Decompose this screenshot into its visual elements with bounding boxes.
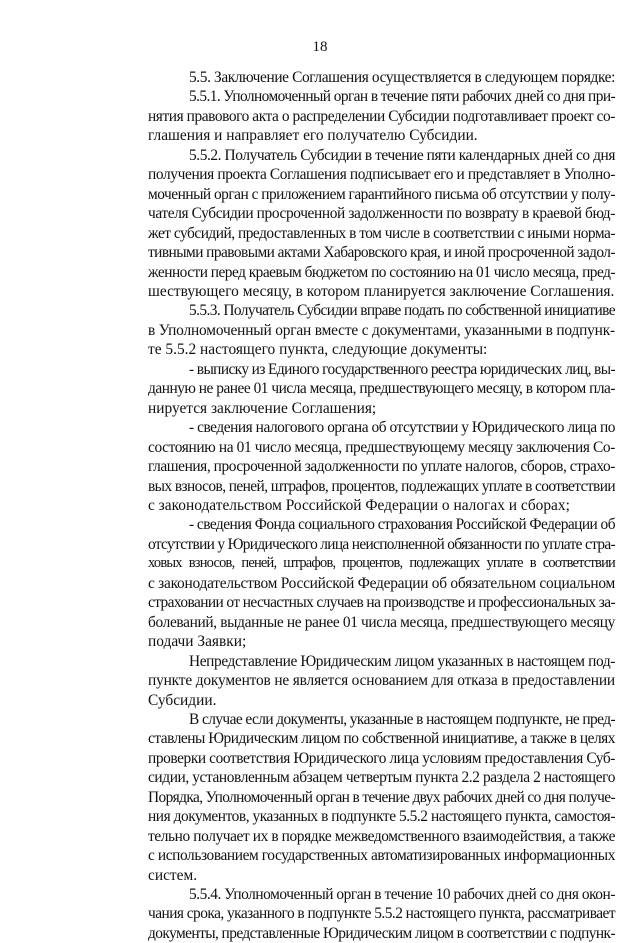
text-line: тивными правовыми актами Хабаровского края, и иной просроченной задол- <box>148 244 615 262</box>
text-line: женности перед краевым бюджетом по состоянию на 01 число месяца, пред- <box>148 263 615 281</box>
text-line: ховых взносов, пеней, штрафов, процентов, подлежащих уплате в соответствии <box>148 555 615 572</box>
text-line: нятия правового акта о распределении Субсидии подготавливает проект со- <box>148 107 615 125</box>
text-line: жет субсидий, предоставленных в том числе в соответствии с иными норма- <box>148 224 615 242</box>
paragraph-p-5-5-1 <box>107 87 615 145</box>
text-line: в Уполномоченный орган вместе с документами, указанными в подпунк- <box>148 321 615 339</box>
text-line: с законодательством Российской Федерации об обязательном социальном <box>148 574 616 592</box>
paragraph-p-egrul <box>107 360 615 418</box>
text-line: Субсидии. <box>148 691 217 709</box>
text-line: Порядка, Уполномоченный орган в течение двух рабочих дней со дня получе- <box>148 788 615 806</box>
paragraph-p-tax <box>107 418 615 515</box>
text-line: систем. <box>148 866 198 884</box>
text-line: подачи Заявки; <box>148 633 247 651</box>
text-line: тельно получает их в порядке межведомственного взаимодействия, а также <box>148 827 616 845</box>
text-line: шествующего месяцу, в котором планируется заключение Соглашения. <box>148 282 615 300</box>
paragraph-p-fss <box>107 515 615 651</box>
text-line: 5.5. Заключение Соглашения осуществляется в следующем порядке: <box>189 69 615 86</box>
text-line: те 5.5.2 настоящего пункта, следующие документы: <box>148 341 488 359</box>
paragraph-p-5-5-2 <box>107 146 615 302</box>
page-number: 18 <box>312 39 328 55</box>
paragraph-p-5-5 <box>107 68 615 87</box>
text-line: глашения и направляет его получателю Субсидии. <box>148 127 478 145</box>
text-line: 5.5.2. Получатель Субсидии в течение пяти календарных дней со дня <box>189 146 615 164</box>
text-line: ния документов, указанных в подпункте 5.5.2 настоящего пункта, самостоя- <box>148 808 615 826</box>
text-line: - сведения налогового органа об отсутствии у Юридического лица по <box>189 419 616 437</box>
text-line: 5.5.3. Получатель Субсидии вправе подать по собственной инициативе <box>189 302 615 320</box>
text-line: с использованием государственных автоматизированных информационных <box>148 847 615 865</box>
text-line: отсутствии у Юридического лица неисполненной обязанности по уплате стра- <box>148 535 615 553</box>
text-line: получения проекта Соглашения подписывает его и представляет в Уполно- <box>148 166 615 184</box>
text-line: Непредставление Юридическим лицом указанных в настоящем под- <box>189 652 615 670</box>
text-line: данную не ранее 01 числа месяца, предшествующего месяцу, в котором пла- <box>148 380 616 398</box>
text-line: пункте документов не является основанием для отказа в предоставлении <box>148 672 615 690</box>
text-line: ставлены Юридическим лицом по собственной инициативе, а также в целях <box>148 730 615 748</box>
text-line: моченный орган с приложением гарантийного письма об отсутствии у полу- <box>148 185 615 203</box>
text-line: сидии, установленным абзацем четвертым пункта 2.2 раздела 2 настоящего <box>148 769 616 787</box>
text-line: страховании от несчастных случаев на производстве и профессиональных за- <box>148 594 615 612</box>
document-body <box>107 68 615 943</box>
paragraph-p-5-5-3 <box>107 301 615 359</box>
text-line: документы, представленные Юридическим лицом в соответствии с подпунк- <box>148 924 616 942</box>
paragraph-p-nonsubmission <box>107 652 615 710</box>
text-line: чателя Субсидии просроченной задолженности по возврату в краевой бюд- <box>148 205 615 223</box>
text-line: - выписку из Единого государственного реестра юридических лиц, вы- <box>189 360 615 378</box>
text-line: глашения, просроченной задолженности по уплате налогов, сборов, страхо- <box>148 458 615 476</box>
text-line: проверки соответствия Юридического лица условиям предоставления Суб- <box>148 749 615 767</box>
text-line: с законодательством Российской Федерации о налогах и сборах; <box>148 496 570 514</box>
text-line: состоянию на 01 число месяца, предшествующему месяцу заключения Со- <box>148 438 615 456</box>
paragraph-p-5-5-4 <box>107 885 615 943</box>
text-line: 5.5.4. Уполномоченный орган в течение 10 рабочих дней со дня окон- <box>189 886 615 904</box>
text-line: болеваний, выданные не ранее 01 числа месяца, предшествующего месяцу <box>148 613 616 631</box>
text-line: нируется заключение Соглашения; <box>148 399 377 417</box>
paragraph-p-interagency <box>107 710 615 885</box>
text-line: вых взносов, пеней, штрафов, процентов, подлежащих уплате в соответствии <box>148 477 616 495</box>
text-line: - сведения Фонда социального страхования Российской Федерации об <box>189 516 615 534</box>
text-line: чания срока, указанного в подпункте 5.5.2 настоящего пункта, рассматривает <box>148 905 616 923</box>
text-line: В случае если документы, указанные в настоящем подпункте, не пред- <box>189 710 615 728</box>
text-line: 5.5.1. Уполномоченный орган в течение пяти рабочих дней со дня при- <box>189 88 616 106</box>
